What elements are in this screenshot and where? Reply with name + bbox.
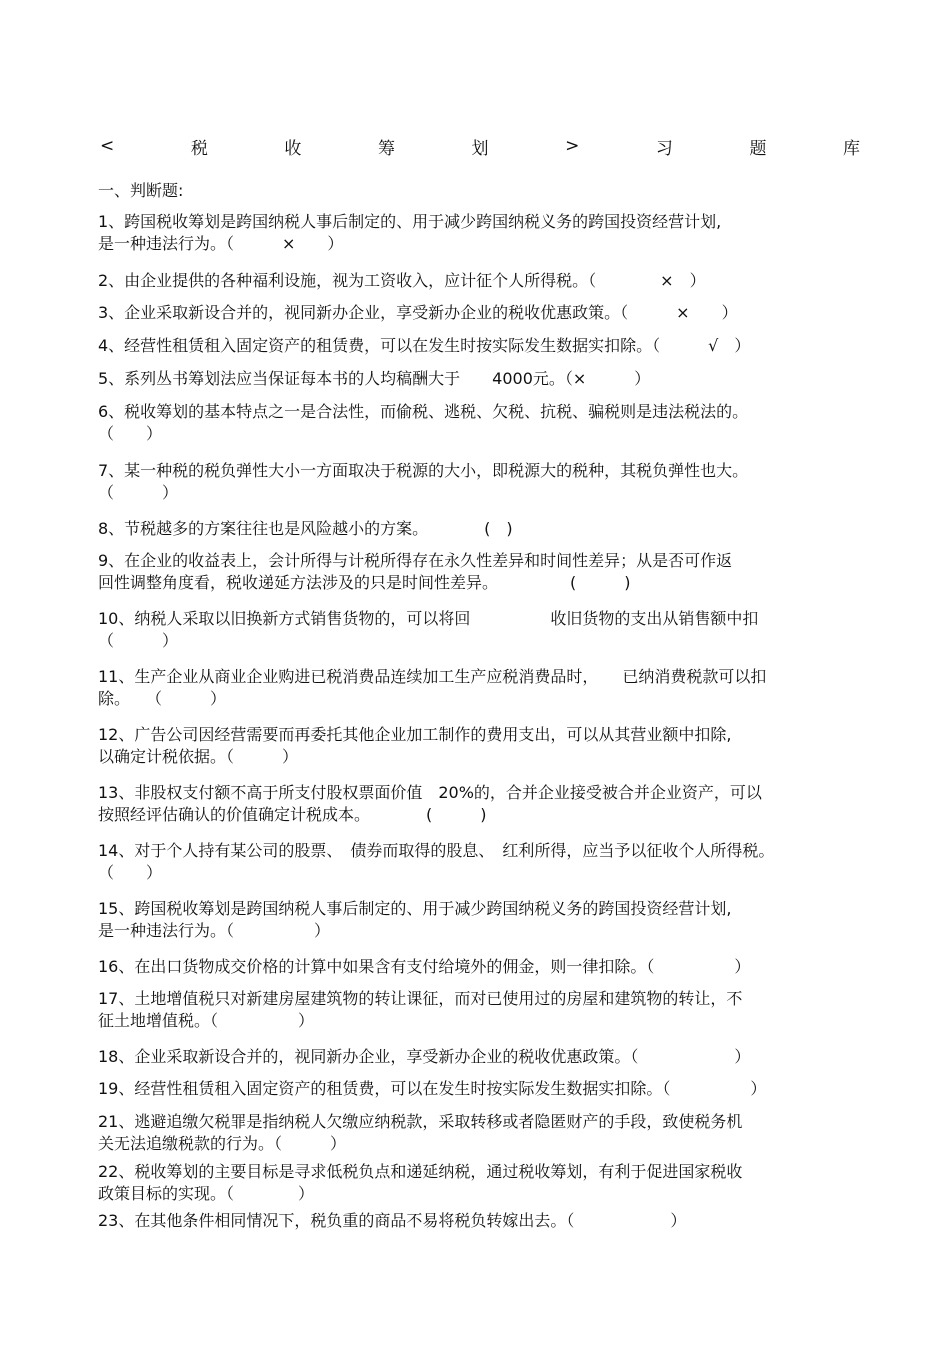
title-char: 库 <box>843 138 860 159</box>
title-char: 习 <box>655 138 673 159</box>
question-line: 1、跨国税收筹划是跨国纳税人事后制定的、用于减少跨国纳税义务的跨国投资经营计划, <box>98 212 722 231</box>
title-char: 税 <box>190 138 208 159</box>
question-line: 7、某一种税的税负弹性大小一方面取决于税源的大小，即税源大的税种，其税负弹性也大。 <box>98 461 749 480</box>
question-item <box>98 956 858 978</box>
question-line: 6、税收筹划的基本特点之一是合法性，而偷税、逃税、欠税、抗税、骗税则是违法税法的。 <box>98 402 749 421</box>
question-item <box>98 1078 858 1100</box>
question-line: （ ） <box>98 863 163 882</box>
question-line: 关无法追缴税款的行为。（ ） <box>98 1134 347 1153</box>
question-line: 15、跨国税收筹划是跨国纳税人事后制定的、用于减少跨国纳税义务的跨国投资经营计划, <box>98 899 732 918</box>
question-line: 8、节税越多的方案往往也是风险越小的方案。 ( ) <box>98 519 513 538</box>
question-line: 19、经营性租赁租入固定资产的租赁费，可以在发生时按实际发生数据实扣除。（ ） <box>98 1079 767 1098</box>
question-line: 回性调整角度看，税收递延方法涉及的只是时间性差异。 ( ) <box>98 573 631 592</box>
question-item <box>98 1046 858 1068</box>
question-item <box>98 988 858 1032</box>
title-char: < <box>100 136 115 156</box>
question-line: （ ） <box>98 483 179 502</box>
question-item <box>98 782 858 826</box>
question-line: 征土地增值税。（ ） <box>98 1011 315 1030</box>
question-line: 3、企业采取新设合并的，视同新办企业，享受新办企业的税收优惠政策。（ × ） <box>98 303 738 322</box>
question-line: 除。 （ ） <box>98 689 227 708</box>
title-char: > <box>565 136 580 156</box>
question-line: 按照经评估确认的价值确定计税成本。 ( ) <box>98 805 487 824</box>
question-item <box>98 302 858 324</box>
title-char: 划 <box>471 138 489 159</box>
question-item <box>98 211 858 255</box>
question-item <box>98 518 858 540</box>
question-line: 以确定计税依据。（ ） <box>98 747 299 766</box>
section-heading: 一、判断题: <box>98 181 184 200</box>
question-item <box>98 270 858 292</box>
question-line: 12、广告公司因经营需要而再委托其他企业加工制作的费用支出，可以从其营业额中扣除, <box>98 725 732 744</box>
question-item <box>98 1210 858 1232</box>
title-char: 题 <box>749 138 767 159</box>
page-title <box>100 133 860 159</box>
question-line: 23、在其他条件相同情况下，税负重的商品不易将税负转嫁出去。（ ） <box>98 1211 687 1230</box>
question-line: 16、在出口货物成交价格的计算中如果含有支付给境外的佣金，则一律扣除。（ ） <box>98 957 751 976</box>
question-line: 13、非股权支付额不高于所支付股权票面价值 20%的，合并企业接受被合并企业资产，可以 <box>98 783 762 802</box>
question-line: 4、经营性租赁租入固定资产的租赁费，可以在发生时按实际发生数据实扣除。（ √ ） <box>98 336 751 355</box>
question-item <box>98 840 858 884</box>
question-line: 11、生产企业从商业企业购进已税消费品连续加工生产应税消费品时， 已纳消费税款可以扣 <box>98 667 767 686</box>
title-char: 收 <box>284 138 302 159</box>
question-line: 17、土地增值税只对新建房屋建筑物的转让课征，而对已使用过的房屋和建筑物的转让，不 <box>98 989 743 1008</box>
question-line: 22、税收筹划的主要目标是寻求低税负点和递延纳税，通过税收筹划，有利于促进国家税收 <box>98 1162 743 1181</box>
question-line: 是一种违法行为。（ ） <box>98 921 331 940</box>
question-item <box>98 608 858 652</box>
question-item <box>98 1161 858 1205</box>
question-line: 9、在企业的收益表上，会计所得与计税所得存在永久性差异和时间性差异；从是否可作返 <box>98 551 733 570</box>
question-item <box>98 1111 858 1155</box>
question-line: 是一种违法行为。（ × ） <box>98 234 344 253</box>
question-line: 21、逃避追缴欠税罪是指纳税人欠缴应纳税款，采取转移或者隐匿财产的手段，致使税务机 <box>98 1112 743 1131</box>
question-line: 5、系列丛书筹划法应当保证每本书的人均稿酬大于 4000元。（× ） <box>98 369 651 388</box>
question-line: 政策目标的实现。（ ） <box>98 1184 315 1203</box>
question-item <box>98 724 858 768</box>
question-line: （ ） <box>98 631 179 650</box>
question-item <box>98 368 858 390</box>
question-line: 14、对于个人持有某公司的股票、 债券而取得的股息、 红利所得，应当予以征收个人所得税。 <box>98 841 775 860</box>
question-item <box>98 666 858 710</box>
question-item <box>98 401 858 445</box>
question-item <box>98 898 858 942</box>
question-item <box>98 460 858 504</box>
question-line: 10、纳税人采取以旧换新方式销售货物的，可以将回 收旧货物的支出从销售额中扣 <box>98 609 759 628</box>
question-item <box>98 550 858 594</box>
question-line: 2、由企业提供的各种福利设施，视为工资收入，应计征个人所得税。（ × ） <box>98 271 706 290</box>
title-char: 筹 <box>377 138 395 159</box>
question-line: 18、企业采取新设合并的，视同新办企业，享受新办企业的税收优惠政策。（ ） <box>98 1047 751 1066</box>
question-line: （ ） <box>98 424 163 443</box>
question-item <box>98 335 858 357</box>
